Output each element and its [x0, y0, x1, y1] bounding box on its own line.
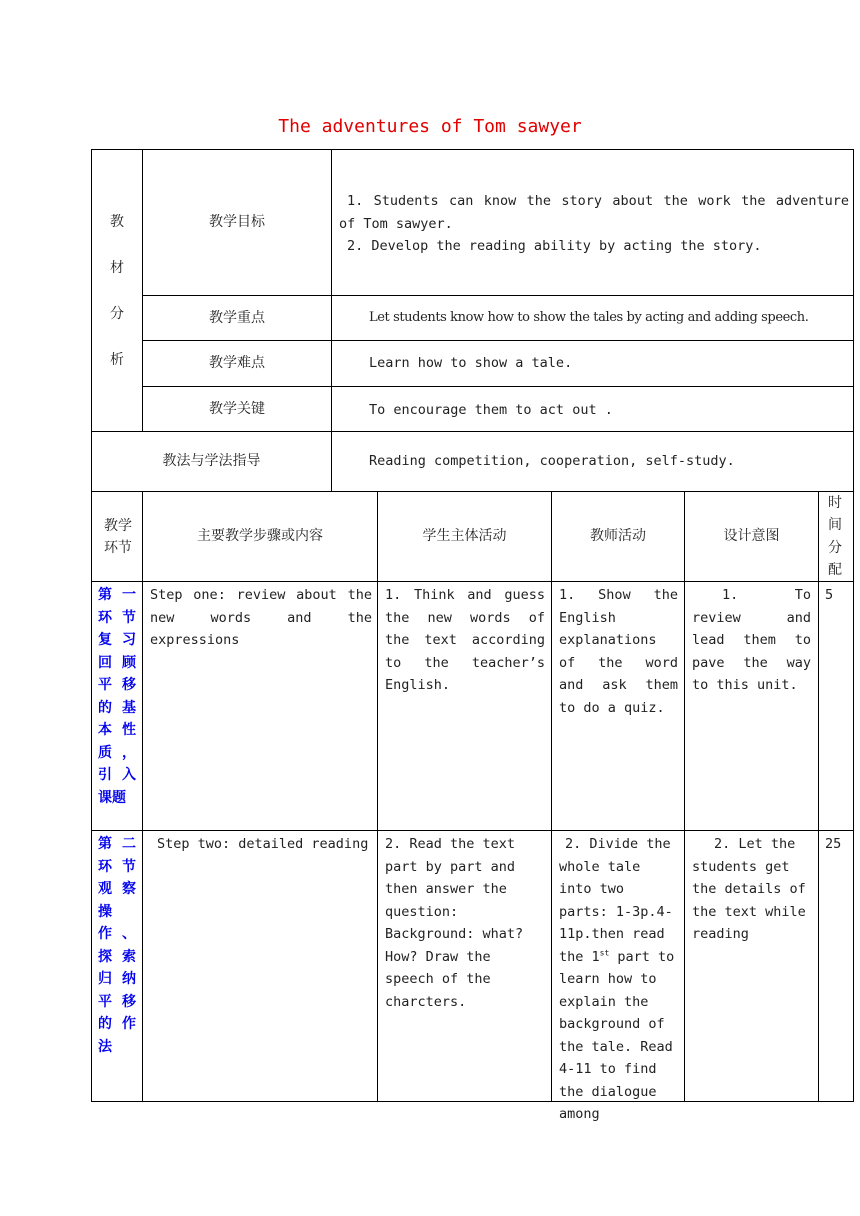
row1-steps: Step one: review about the new words and the expressions [150, 587, 372, 648]
analysis-side-label [92, 150, 142, 431]
header-student: 学生主体活动 [422, 528, 507, 545]
row2-teacher-text-a: 2. Divide the whole tale into two parts: 1-3p.4-11p.then read the 1 [559, 836, 673, 965]
row1-stage: 第一环节复习回顾平移的基本性质，引入课题 [98, 587, 136, 806]
row2-student: 2. Read the text part by part and then answer the question: Background: what? How? Draw the speech of the charcters. [385, 836, 524, 1010]
document-title: The adventures of Tom sawyer [278, 116, 582, 137]
side-char: 分 [110, 305, 124, 322]
row2-teacher [559, 833, 679, 1122]
row2-teacher-sup: st [599, 948, 610, 957]
header-stage: 教学环节 [104, 517, 132, 556]
difficulty-label: 教学难点 [209, 355, 265, 372]
side-char: 教 [110, 213, 124, 230]
header-steps: 主要教学步骤或内容 [197, 528, 323, 545]
row1-time: 5 [825, 587, 834, 603]
header-teacher: 教师活动 [590, 528, 646, 545]
key-label: 教学关键 [209, 400, 265, 417]
side-char: 材 [110, 259, 124, 276]
objective-line-2: 2. Develop the reading ability by acting the story. [347, 238, 762, 254]
row2-teacher-text-b: part to learn how to explain the background of the tale. Read 4-11 to find the dialogue among [559, 948, 675, 1122]
key-content: To encourage them to act out . [369, 402, 613, 418]
keypoint-content: Let students know how to show the tales by acting and adding speech. [369, 310, 809, 325]
side-char: 析 [110, 351, 124, 368]
keypoint-label: 教学重点 [209, 309, 265, 326]
objective-content [339, 190, 849, 258]
row2-intent: 2. Let the students get the details of the text while reading [692, 836, 806, 942]
header-intent: 设计意图 [723, 528, 780, 545]
objective-label: 教学目标 [209, 214, 265, 231]
method-content: Reading competition, cooperation, self-study. [369, 453, 735, 469]
row1-student: 1. Think and guess the new words of the text according to the teacher’s English. [385, 587, 545, 693]
row1-teacher: 1. Show the English explanations of the word and ask them to do a quiz. [559, 587, 678, 716]
header-time: 时间分配 [828, 494, 842, 578]
row2-time: 25 [825, 836, 842, 852]
row1-intent: 1. To review and lead them to pave the way to this unit. [692, 587, 811, 693]
objective-line-1: 1. Students can know the story about the work the adventure of Tom sawyer. [339, 193, 849, 232]
row2-stage: 第二环节观察操作、探索归纳平移的作法 [98, 836, 136, 1055]
row2-steps: Step two: detailed reading [157, 836, 369, 852]
method-label: 教法与学法指导 [162, 453, 261, 470]
difficulty-content: Learn how to show a tale. [369, 355, 573, 371]
